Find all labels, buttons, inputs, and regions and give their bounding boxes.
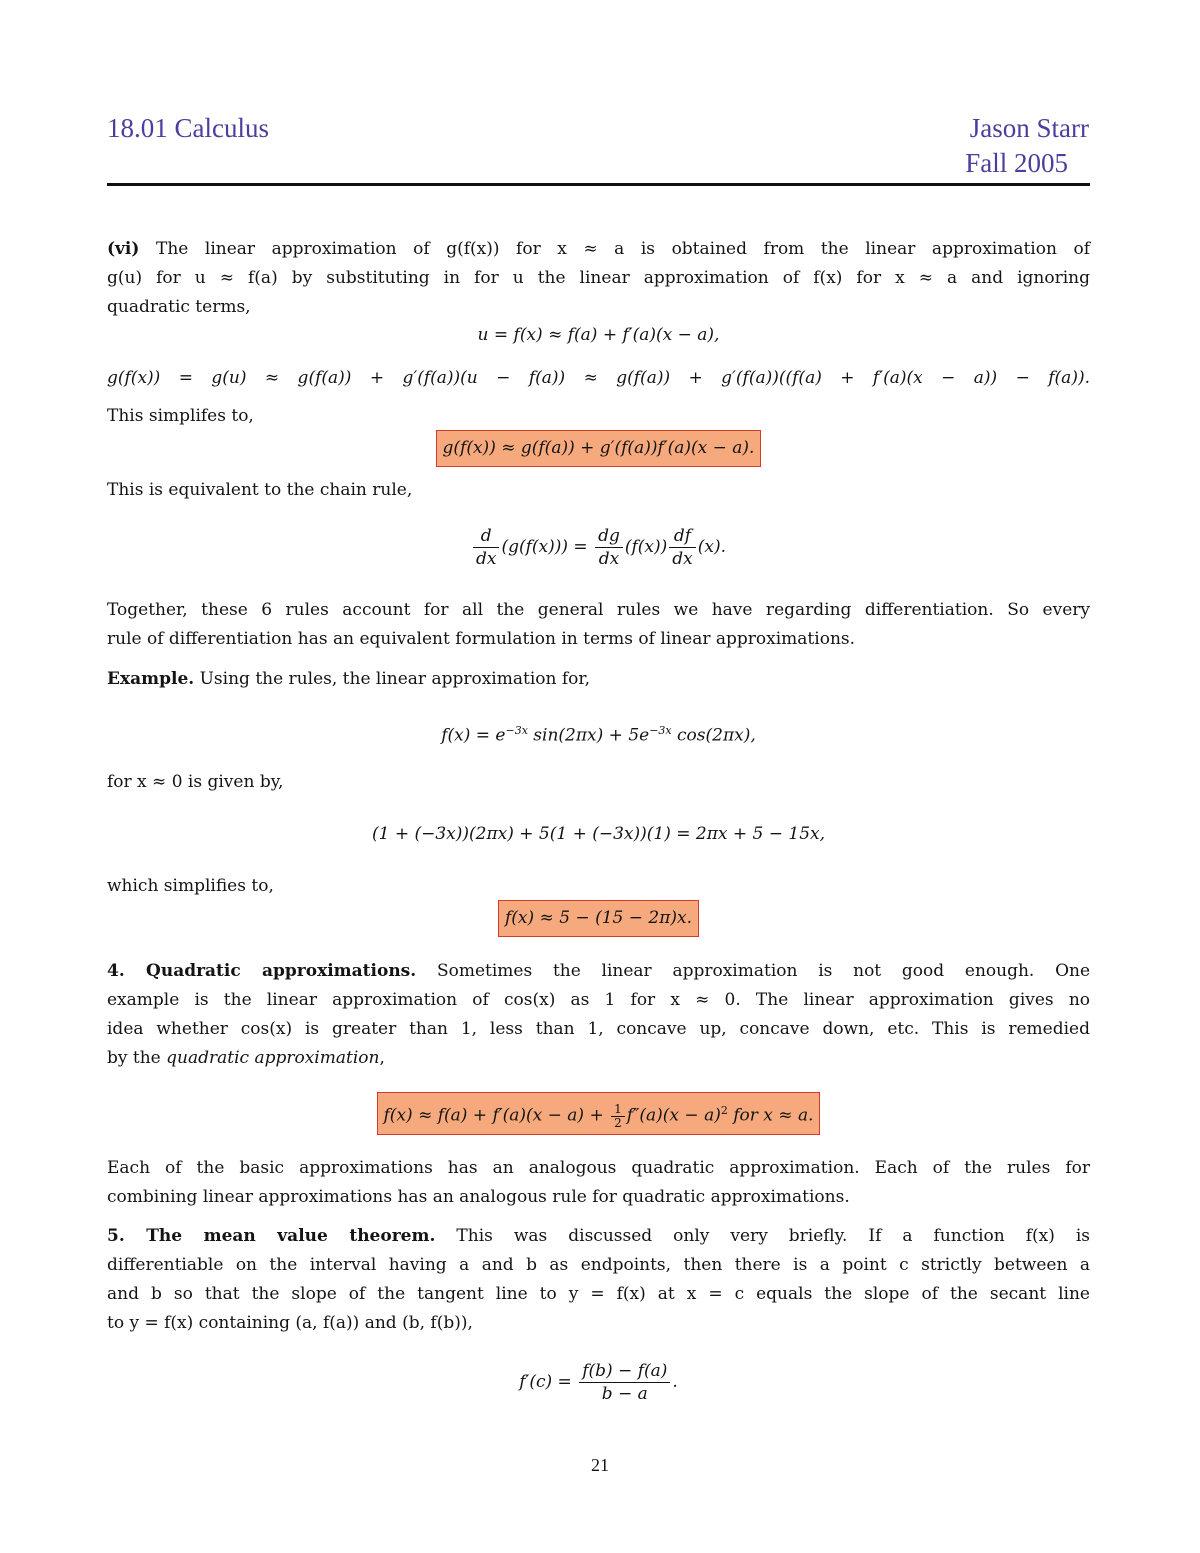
for-x-zero: for x ≈ 0 is given by, (107, 772, 284, 792)
sec5-heading: 5. The mean value theorem. (107, 1226, 436, 1246)
together-line-2: rule of differentiation has an equivalent formulation in terms of linear approximations. (107, 629, 856, 649)
dg-dx-fraction: $\frac{dg}{dx}$ (595, 525, 623, 570)
mvt-fraction: $\frac{f(b) - f(a)}{b - a}$ (579, 1360, 670, 1405)
page-number: 21 (591, 1455, 609, 1475)
vi-line-3: quadratic terms, (107, 297, 251, 317)
sec5-line-1: 5. The mean value theorem. This was discussed only very briefly. If a function f(x) is (107, 1226, 1091, 1246)
equiv-text: This is equivalent to the chain rule, (107, 480, 413, 500)
sec5-line-3: and b so that the slope of the tangent line to y = f(x) at x = c equals the slope of the secant line (107, 1284, 1090, 1304)
chain-end: (x). (697, 537, 727, 557)
which-simplifies: which simplifies to, (107, 876, 274, 896)
sec4-line-3: idea whether cos(x) is greater than 1, less than 1, concave up, concave down, etc. This is remedied (107, 1019, 1090, 1039)
equation-fx: $f(x) = e^{-3x}$ $\sin(2\pi x) + 5e^{-3x}$ cos(2πx), (441, 724, 756, 746)
each-line-2: combining linear approximations has an analogous rule for quadratic approximations. (107, 1187, 850, 1207)
boxed-result-2-wrap (107, 900, 1090, 937)
term-label: Fall 2005 (965, 148, 1068, 178)
example-line (107, 665, 1090, 694)
sec5-line-4: to y = f(x) containing (a, f(a)) and (b, f(b)), (107, 1313, 473, 1333)
vi-text-1: The linear approximation of g(f(x)) for x ≈ a is obtained from the linear approximation of (156, 239, 1091, 259)
sec4-line-4: by the quadratic approximation, (107, 1048, 385, 1068)
mvt-equation: f′(c) = $\frac{f(b) - f(a)}{b - a}$ . (519, 1361, 678, 1404)
sec4-heading: 4. Quadratic approximations. (107, 961, 417, 981)
together-line-1: Together, these 6 rules account for all the general rules we have regarding differentiation. So every (107, 600, 1090, 620)
boxed-result-1-wrap (107, 430, 1090, 467)
simplifies-text: This simplifes to, (107, 406, 254, 426)
boxed-result-3-wrap (107, 1092, 1090, 1135)
vi-line-2: g(u) for u ≈ f(a) by substituting in for u the linear approximation of f(x) for x ≈ a and ignoring (107, 268, 1090, 288)
df-dx-fraction: $\frac{df}{dx}$ (669, 525, 695, 570)
chain-mid: (f(x)) (624, 537, 668, 557)
boxed-result-2: f(x) ≈ 5 − (15 − 2π)x. (498, 900, 699, 937)
vi-label: (vi) (107, 239, 140, 259)
boxed-result-3: f(x) ≈ f(a) + f′(a)(x − a) + $\frac{1}{2}$ $f''(a)(x - a)^2$ for x ≈ a. (377, 1092, 821, 1135)
equation-gfx: g(f(x)) = g(u) ≈ g(f(a)) + g′(f(a))(u − f(a)) ≈ g(f(a)) + g′(f(a))((f(a) + f′(a)(x − a)) − f(a)). (107, 368, 1090, 388)
equation-expansion: (1 + (−3x))(2πx) + 5(1 + (−3x))(1) = 2πx + 5 − 15x, (371, 824, 826, 844)
chain-rule-equation (107, 525, 1090, 570)
each-line-1: Each of the basic approximations has an analogous quadratic approximation. Each of the rules for (107, 1158, 1090, 1178)
course-title: 18.01 Calculus (107, 113, 269, 143)
sec4-line-1: 4. Quadratic approximations. Sometimes the linear approximation is not good enough. One (107, 961, 1091, 981)
sec5-line-2: differentiable on the interval having a and b as endpoints, then there is a point c strictly between a (107, 1255, 1090, 1275)
d-dx-fraction: $\frac{d}{dx}$ (473, 525, 499, 570)
example-text: Using the rules, the linear approximation for, (199, 669, 591, 689)
header-rule (107, 183, 1090, 186)
author-name: Jason Starr (969, 113, 1089, 143)
half-fraction: $\frac{1}{2}$ (611, 1103, 625, 1130)
boxed-result-1: g(f(x)) ≈ g(f(a)) + g′(f(a))f′(a)(x − a). (436, 430, 762, 467)
sec4-line-2: example is the linear approximation of cos(x) as 1 for x ≈ 0. The linear approximation gives no (107, 990, 1090, 1010)
equation-u: u = f(x) ≈ f(a) + f′(a)(x − a), (477, 325, 720, 345)
example-label: Example. (107, 669, 195, 689)
vi-line-1 (107, 235, 1090, 264)
chain-inner: (g(f(x))) = (501, 537, 588, 557)
